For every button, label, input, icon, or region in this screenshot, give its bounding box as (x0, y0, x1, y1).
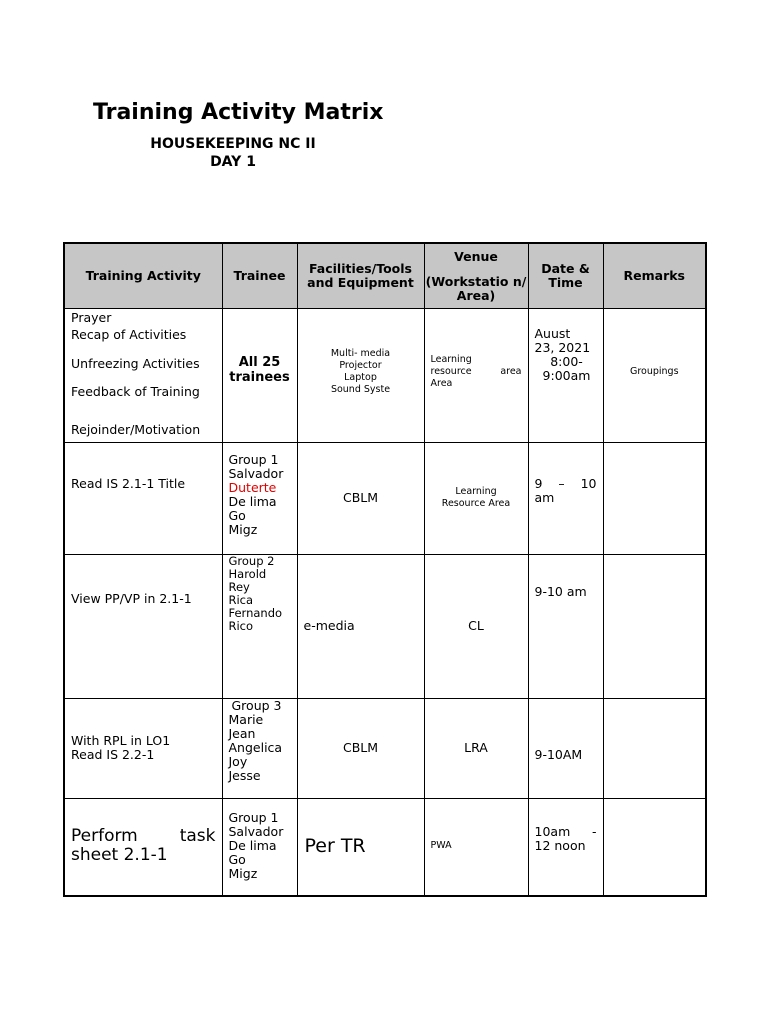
row5-trainee-cell (222, 799, 297, 896)
trainee-name: Group 1 (228, 810, 279, 825)
training-matrix-table (63, 242, 707, 897)
trainee-name: Go (228, 508, 246, 523)
trainee-name: Group 2 (228, 554, 275, 568)
row2-remarks-cell (603, 443, 706, 555)
row4-venue-cell (424, 699, 528, 799)
activity-text: sheet 2.1-1 (71, 845, 168, 865)
remarks-text: Groupings (629, 365, 679, 377)
row1-remarks-cell (603, 309, 706, 443)
venue-word: Area (430, 377, 453, 389)
row2-venue-cell (424, 443, 528, 555)
row2-trainee-cell (222, 443, 297, 555)
document-day: DAY 1 (210, 154, 256, 170)
facility-text: Per TR (304, 835, 366, 857)
facility-item: Laptop (344, 371, 377, 383)
activity-word: task (179, 826, 216, 846)
row4-remarks-cell (603, 699, 706, 799)
time-text: 9-10AM (534, 747, 583, 762)
trainee-name: Jean (228, 726, 256, 741)
row3-activity-cell (64, 555, 222, 699)
venue-text: Learning Resource Area (441, 485, 511, 509)
venue-text: PWA (430, 840, 452, 851)
trainee-name: Migz (228, 522, 258, 537)
row4-time-cell (528, 699, 603, 799)
table-row (64, 799, 706, 896)
activity-item: Unfreezing Activities (71, 356, 200, 371)
trainee-name: Rey (228, 580, 250, 594)
trainee-name: Fernando (228, 606, 283, 620)
document-title: Training Activity Matrix (93, 100, 384, 125)
time-text: – (558, 476, 565, 491)
header-date-time: Date & Time (528, 243, 603, 309)
row2-facilities-cell (297, 443, 424, 555)
row3-trainee-cell (222, 555, 297, 699)
facility-text: e-media (303, 618, 355, 633)
facility-item: Multi- media (330, 347, 391, 359)
row5-remarks-cell (603, 799, 706, 896)
row1-facilities-cell (297, 309, 424, 443)
table-row (64, 443, 706, 555)
trainee-name: Rica (228, 593, 254, 607)
header-venue (424, 243, 528, 309)
row5-time-cell (528, 799, 603, 896)
trainee-name: Duterte (228, 480, 277, 495)
time-text: 9-10 am (534, 584, 587, 599)
row5-facilities-cell (297, 799, 424, 896)
row1-trainee-cell (222, 309, 297, 443)
header-remarks: Remarks (603, 243, 706, 309)
date-text: 23, 2021 (534, 340, 591, 355)
activity-item: Rejoinder/Motivation (71, 422, 201, 437)
trainee-name: Harold (228, 567, 267, 581)
row2-activity-cell (64, 443, 222, 555)
header-venue-label: Venue (454, 248, 498, 264)
time-text: 10am (534, 824, 571, 839)
trainee-name: Joy (228, 754, 248, 769)
row3-venue-cell (424, 555, 528, 699)
header-venue-sub: (Workstatio n/ Area) (425, 273, 527, 303)
trainee-name: De lima (228, 494, 277, 509)
activity-text: Read IS 2.1-1 Title (71, 476, 186, 491)
venue-text: LRA (464, 740, 488, 755)
header-trainee: Trainee (222, 243, 297, 309)
trainee-name: Migz (228, 866, 258, 881)
time-text: - (591, 824, 597, 839)
trainee-name: Salvador (228, 466, 284, 481)
trainee-name: De lima (228, 838, 277, 853)
facility-item: Sound Syste (330, 383, 391, 395)
header-training-activity: Training Activity (64, 243, 222, 309)
row4-facilities-cell (297, 699, 424, 799)
table-row (64, 699, 706, 799)
activity-text: With RPL in LO1 (71, 733, 171, 748)
trainee-name: Group 1 (228, 452, 279, 467)
table-row (64, 309, 706, 443)
activity-text: Read IS 2.2-1 (71, 747, 155, 762)
venue-word: area (500, 365, 522, 377)
row3-remarks-cell (603, 555, 706, 699)
row4-activity-cell (64, 699, 222, 799)
activity-item: Feedback of Training (71, 384, 200, 399)
row4-trainee-cell (222, 699, 297, 799)
date-text: 8:00- (550, 354, 583, 369)
trainee-name: Salvador (228, 824, 284, 839)
activity-item: Prayer (71, 310, 112, 325)
trainee-name: Rico (228, 619, 254, 633)
trainee-name: Group 3 (231, 698, 282, 713)
row1-venue-cell (424, 309, 528, 443)
table-row (64, 555, 706, 699)
trainee-count: All 25 trainees (229, 354, 290, 385)
row3-facilities-cell (297, 555, 424, 699)
header-facilities: Facilities/Tools and Equipment (297, 243, 424, 309)
facility-item: Projector (339, 359, 382, 371)
trainee-name: Jesse (228, 768, 261, 783)
time-text: 12 noon (534, 838, 586, 853)
time-text: 9 (534, 476, 543, 491)
activity-item: Recap of Activities (71, 327, 187, 342)
venue-word: Learning (430, 353, 472, 365)
row1-activity-cell (64, 309, 222, 443)
row1-date-cell (528, 309, 603, 443)
date-text: Auust (534, 326, 571, 341)
row5-activity-cell (64, 799, 222, 896)
document-subtitle: HOUSEKEEPING NC II (150, 136, 316, 152)
facility-text: CBLM (342, 489, 379, 505)
venue-text: CL (468, 618, 484, 633)
trainee-name: Angelica (228, 740, 283, 755)
table-header-row (64, 243, 706, 309)
time-text: am (534, 490, 555, 505)
activity-text: View PP/VP in 2.1-1 (71, 591, 192, 606)
trainee-name: Go (228, 852, 246, 867)
activity-word: Perform (71, 826, 138, 846)
venue-word: resource (430, 365, 472, 377)
date-text: 9:00am (542, 368, 591, 383)
row5-venue-cell (424, 799, 528, 896)
facility-text: CBLM (342, 740, 379, 755)
row2-time-cell (528, 443, 603, 555)
row3-time-cell (528, 555, 603, 699)
trainee-name: Marie (228, 712, 264, 727)
time-text: 10 (580, 476, 597, 491)
